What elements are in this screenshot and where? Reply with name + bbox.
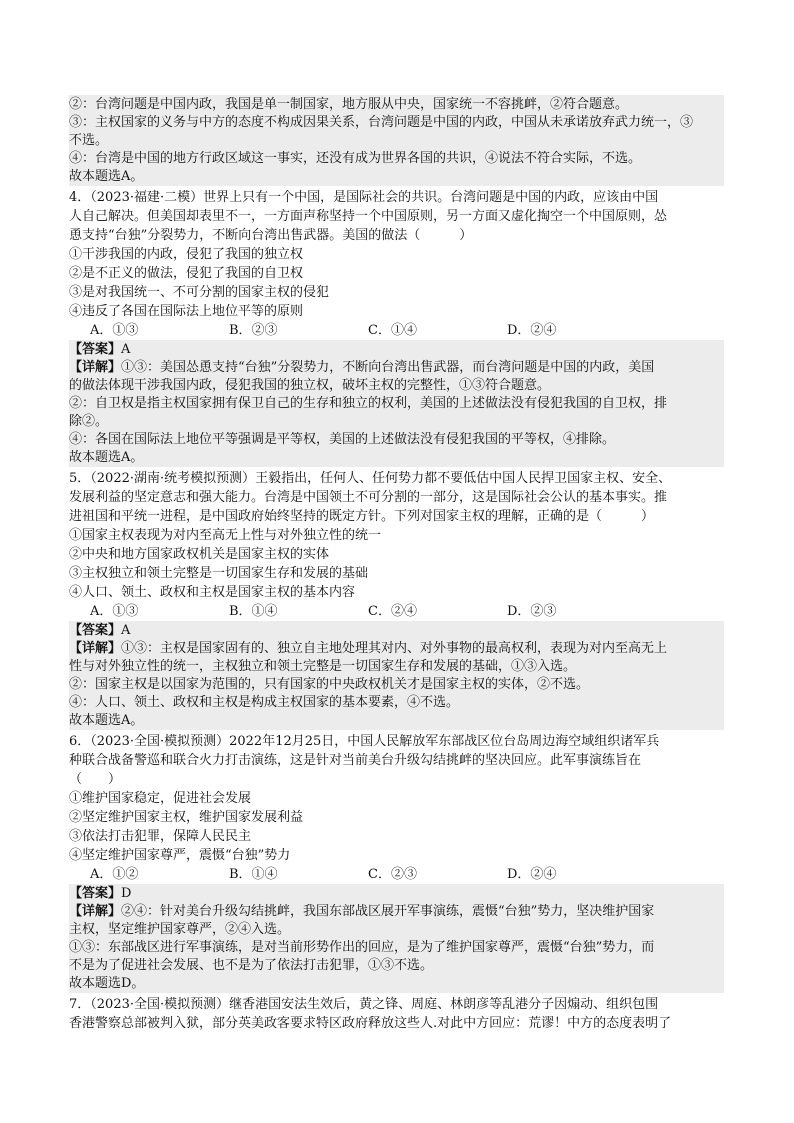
answer-value: D [121,886,132,901]
option-a: A．①② [90,867,139,882]
answer-line [69,340,724,359]
option-c: C．②③ [368,867,417,882]
explanation-line [69,639,724,658]
explanation-label: 【详解】 [69,641,122,656]
explanation-label: 【详解】 [69,360,122,375]
answer-value: A [121,342,131,357]
text-line: 故本题选A。 [69,167,724,186]
answer-options [69,602,646,621]
option-b: B．①④ [229,867,278,882]
choice-item: ②坚定维护国家主权，维护国家发展利益 [69,810,304,825]
choice-item: ①国家主权表现为对内至高无上性与对外独立性的统一 [69,528,382,543]
choice-item: ④违反了各国在国际法上地位平等的原则 [69,304,304,319]
text-line: 的做法体现干涉我国内政，侵犯我国的独立权，破坏主权的完整性，①③符合题意。 [69,376,724,395]
option-d: D．②④ [507,867,557,882]
answer-options [69,865,646,884]
text-line: 不是为了促进社会发展、也不是为了依法打击犯罪，①③不选。 [69,956,724,975]
answer-options [69,321,646,340]
option-c: C．①④ [368,323,417,338]
explanation-text: ①③：主权是国家固有的、独立自主地处理其对内、对外事物的最高权利，表现为对内至高无上 [121,641,668,656]
text-line: ③：主权国家的义务与中方的态度不构成因果关系，台湾问题是中国的内政，中国从未承诺放弃武力统一，③ [69,113,724,132]
option-b: B．②③ [229,323,278,338]
text-line: 主权，坚定维护国家尊严，②④入选。 [69,920,724,939]
explanation-line [69,902,724,921]
option-b: B．①④ [229,604,278,619]
text-line: 人自己解决。但美国却表里不一，一方面声称坚持一个中国原则，另一方面又虚化掏空一个中国原则，怂 [69,209,668,224]
choice-item: ①维护国家稳定，促进社会发展 [69,791,252,806]
text-line: ②：自卫权是指主权国家拥有保卫自己的生存和独立的权利，美国的上述做法没有侵犯我国的自卫权，排 [69,394,724,413]
explanation-line [69,358,724,377]
text-line: ④：人口、领土、政权和主权是构成主权国家的基本要素，④不选。 [69,693,724,712]
option-c: C．②④ [368,604,417,619]
text-line: 故本题选D。 [69,974,724,993]
answer-line [69,621,724,640]
answer-label: 【答案】 [69,342,122,357]
text-line: 香港警察总部被判入狱，部分英美政客要求特区政府释放这些人.对此中方回应：荒谬！中方的态度表明了 [69,1016,672,1031]
explanation-label: 【详解】 [69,904,122,919]
text-line: 恿支持“台独”分裂势力，不断向台湾出售武器。美国的做法（ ） [69,228,473,243]
text-line: ④：台湾是中国的地方行政区域这一事实，还没有成为世界各国的共识，④说法不符合实际，不选。 [69,149,724,168]
option-d: D．②④ [507,323,557,338]
choice-item: ③是对我国统一、不可分割的国家主权的侵犯 [69,285,330,300]
text-line: 发展利益的坚定意志和强大能力。台湾是中国领土不可分割的一部分，这是国际社会公认的基本事实。推 [69,490,668,505]
question-4-stem: 4．（2023·福建·二模）世界上只有一个中国，是国际社会的共识。台湾问题是中国的内政，应该由中国 [69,190,659,205]
text-line: ④：各国在国际法上地位平等强调是平等权，美国的上述做法没有侵犯我国的平等权，④排除。 [69,430,724,449]
text-line: 种联合战备警巡和联合火力打击演练，这是针对当前美台升级勾结挑衅的坚决回应。此军事演练旨在 [69,753,642,768]
choice-item: ④人口、领土、政权和主权是国家主权的基本内容 [69,585,356,600]
answer-label: 【答案】 [69,886,122,901]
choice-item: ④坚定维护国家尊严，震慑“台独”势力 [69,848,291,863]
answer-value: A [121,623,131,638]
choice-item: ③依法打击犯罪，保障人民民主 [69,829,252,844]
text-line: （ ） [69,772,122,787]
question-7-stem: 7．（2023·全国·模拟预测）继香港国安法生效后，黄之锋、周庭、林朗彦等乱港分子因煽动、组织包围 [69,997,659,1012]
choice-item: ②中央和地方国家政权机关是国家主权的实体 [69,547,330,562]
choice-item: ③主权独立和领土完整是一切国家生存和发展的基础 [69,566,369,581]
text-line: 性与对外独立性的统一，主权独立和领土完整是一切国家生存和发展的基础，①③入选。 [69,657,724,676]
text-line: 不选。 [69,131,724,150]
option-a: A．①③ [90,323,139,338]
text-line: 故本题选A。 [69,711,724,730]
answer-label: 【答案】 [69,623,122,638]
option-d: D．②③ [507,604,557,619]
choice-item: ①干涉我国的内政，侵犯了我国的独立权 [69,247,304,262]
question-6-stem: 6．（2023·全国·模拟预测）2022年12月25日，中国人民解放军东部战区位台岛周边海空域组织诸军兵 [69,734,660,749]
text-line: 除②。 [69,412,724,431]
text-line: ②：国家主权是以国家为范围的，只有国家的中央政权机关才是国家主权的实体，②不选。 [69,675,724,694]
choice-item: ②是不正义的做法，侵犯了我国的自卫权 [69,266,304,281]
answer-line [69,884,724,903]
explanation-text: ①③：美国怂恿支持“台独”分裂势力，不断向台湾出售武器，而台湾问题是中国的内政，美国 [121,360,655,375]
text-line: 进祖国和平统一进程，是中国政府始终坚持的既定方针。下列对国家主权的理解，正确的是（ ） [69,509,655,524]
option-a: A．①③ [90,604,139,619]
text-line: 故本题选A。 [69,448,724,467]
text-line: ②：台湾问题是中国内政，我国是单一制国家，地方服从中央，国家统一不容挑衅，②符合题意。 [69,95,724,114]
text-line: ①③：东部战区进行军事演练，是对当前形势作出的回应，是为了维护国家尊严，震慑“台独”势力，而 [69,938,724,957]
question-5-stem: 5．（2022·湖南·统考模拟预测）王毅指出，任何人、任何势力都不要低估中国人民捍卫国家主权、安全、 [69,471,672,486]
explanation-text: ②④：针对美台升级勾结挑衅，我国东部战区展开军事演练，震慑“台独”势力，坚决维护国家 [121,904,655,919]
